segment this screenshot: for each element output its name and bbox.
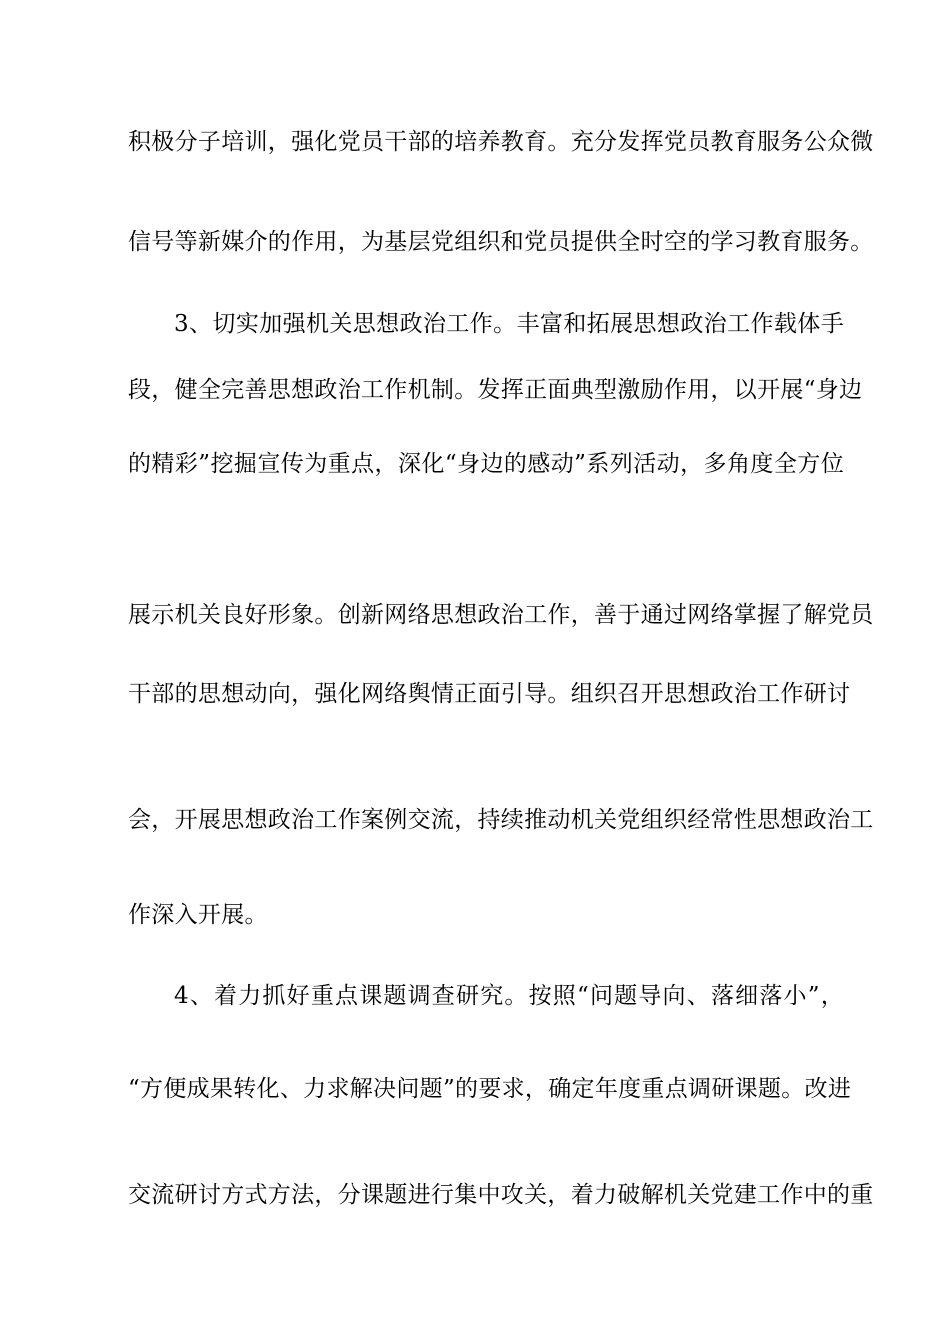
text-line: 干部的思想动向，强化网络舆情正面引导。组织召开思想政治工作研讨 <box>128 681 851 707</box>
text-line: 展示机关良好形象。创新网络思想政治工作，善于通过网络掌握了解党员 <box>128 602 874 628</box>
text-line: 积极分子培训，强化党员干部的培养教育。充分发挥党员教育服务公众微 <box>128 129 874 155</box>
paragraph-heading-4: 4、着力抓好重点课题调查研究。按照“问题导向、落细落小”， <box>174 983 844 1009</box>
text-line: 作深入开展。 <box>128 902 268 928</box>
text-line: “方便成果转化、力求解决问题”的要求，确定年度重点调研课题。改进 <box>128 1076 852 1102</box>
text-line: 交流研讨方式方法，分课题进行集中攻关，着力破解机关党建工作中的重 <box>128 1182 874 1208</box>
text-line: 段，健全完善思想政治工作机制。发挥正面典型激励作用，以开展“身边 <box>128 377 863 403</box>
text-line: 会，开展思想政治工作案例交流，持续推动机关党组织经常性思想政治工 <box>128 807 874 833</box>
text-line: 的精彩”挖掘宣传为重点，深化“身边的感动”系列活动，多角度全方位 <box>128 451 844 477</box>
text-line: 信号等新媒介的作用，为基层党组织和党员提供全时空的学习教育服务。 <box>128 229 874 255</box>
paragraph-heading-3: 3、切实加强机关思想政治工作。丰富和拓展思想政治工作载体手 <box>174 311 844 337</box>
